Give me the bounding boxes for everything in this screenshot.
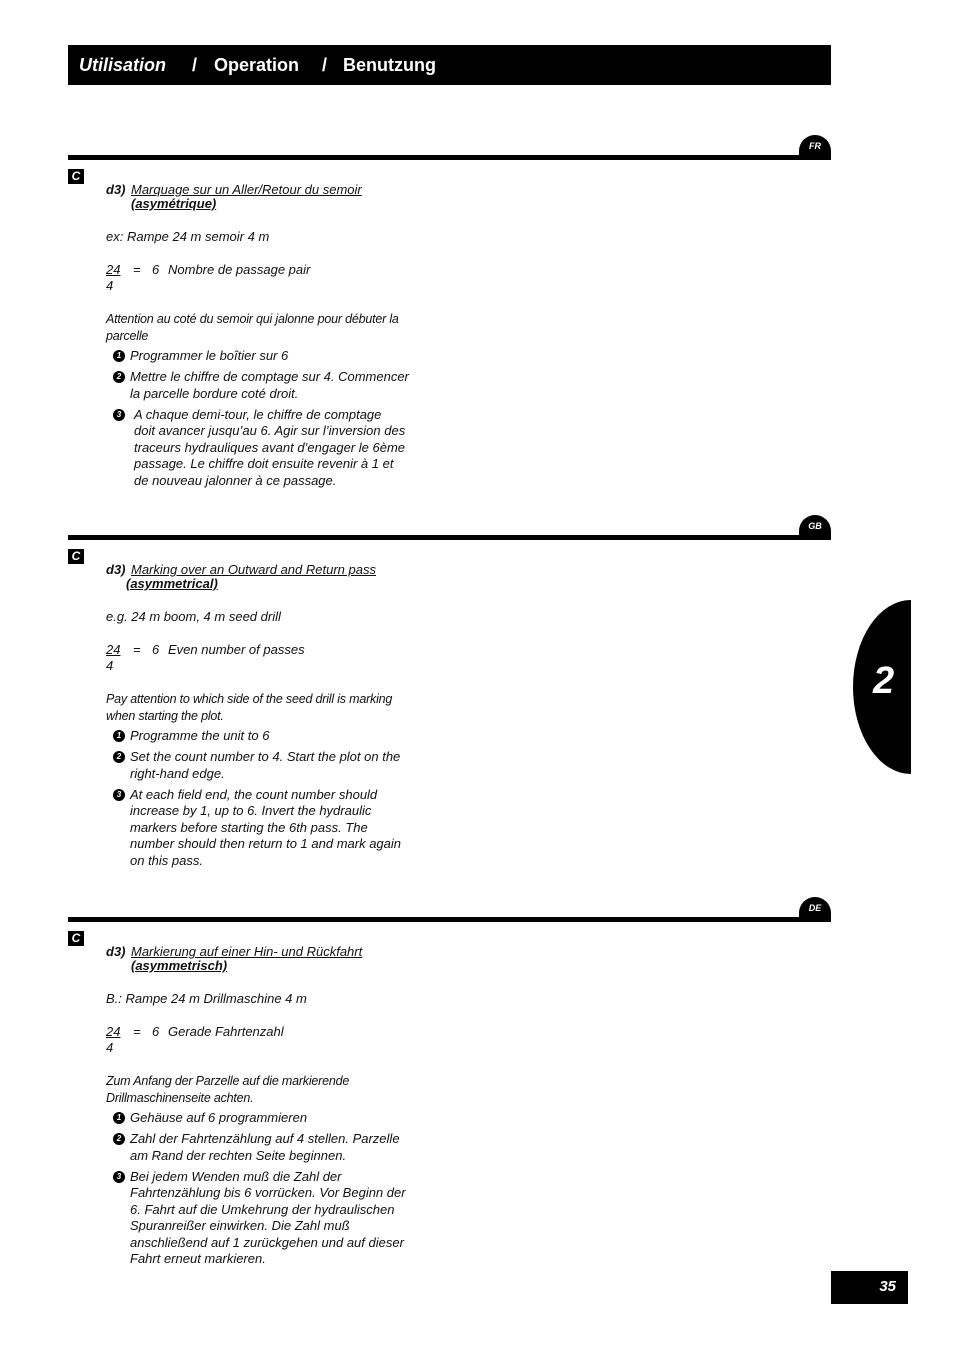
step-text-line: doit avancer jusqu’au 6. Agir sur l’inversion des	[134, 423, 406, 438]
attention-line: Attention au coté du semoir qui jalonne pour débuter la	[106, 312, 399, 326]
language-badge: DE	[799, 897, 831, 921]
result-description: Even number of passes	[168, 642, 305, 657]
step-text-line: 6. Fahrt auf die Umkehrung der hydraulischen	[130, 1201, 395, 1217]
step-label-text: d3)	[106, 182, 126, 197]
step-text-line: Spuranreißer einwirken. Die Zahl muß	[130, 1218, 350, 1233]
step-text-line: anschließend auf 1 zurückgehen und auf dieser	[130, 1234, 404, 1250]
step-text-line: right-hand edge.	[130, 765, 225, 781]
step-text-line: Programmer le boîtier sur 6	[130, 348, 289, 363]
header-separator: /	[192, 55, 198, 75]
step-text-line: Fahrtenzählung bis 6 vorrücken. Vor Beginn der	[130, 1185, 406, 1200]
step-text-line: Gehäuse auf 6 programmieren	[130, 1110, 308, 1125]
fraction-numerator: 24	[106, 642, 121, 657]
header-title-gb: Operation	[214, 55, 300, 75]
fraction-numerator: 24	[106, 1024, 121, 1039]
result-value: 6	[152, 1024, 160, 1039]
step-text-line: de nouveau jalonner à ce passage.	[134, 472, 337, 488]
step-label	[106, 182, 126, 199]
attention-line: Pay attention to which side of the seed drill is marking	[106, 692, 393, 706]
step-text-line: Bei jedem Wenden muß die Zahl der	[130, 1168, 342, 1184]
section-heading-sub: (asymmetrical)	[126, 576, 218, 591]
step-label	[106, 944, 126, 961]
result-description: Nombre de passage pair	[168, 262, 311, 277]
step-number-icon: 2	[113, 1133, 125, 1145]
page-header	[68, 45, 831, 85]
attention-line: parcelle	[106, 328, 149, 343]
attention-line: when starting the plot.	[106, 708, 224, 723]
step-text-line: At each field end, the count number should	[130, 786, 378, 802]
result-value: 6	[152, 262, 160, 277]
step-text-line: la parcelle bordure coté droit.	[130, 385, 299, 401]
step-number-icon: 3	[113, 789, 125, 801]
step-text-line: markers before starting the 6th pass. The	[130, 819, 368, 835]
step-text-line: Programme the unit to 6	[130, 728, 270, 743]
step-text-line: Mettre le chiffre de comptage sur 4. Commencer	[130, 369, 409, 384]
step-number-icon: 2	[113, 751, 125, 763]
language-badge: GB	[799, 515, 831, 539]
step-number-icon: 1	[113, 730, 125, 742]
page-number: 35	[831, 1271, 908, 1304]
step-number-icon: 1	[113, 350, 125, 362]
fraction-denominator: 4	[106, 1040, 114, 1055]
attention-line: Drillmaschinenseite achten.	[106, 1090, 254, 1105]
fraction-denominator: 4	[106, 658, 114, 673]
equals-sign: =	[133, 1024, 141, 1039]
section-heading: Marking over an Outward and Return pass	[131, 562, 376, 577]
section-c-marker: C	[68, 169, 84, 184]
chapter-number: 2	[873, 660, 895, 702]
section-heading-sub: (asymétrique)	[131, 196, 217, 211]
result-description: Gerade Fahrtenzahl	[168, 1024, 284, 1039]
header-separator: /	[322, 55, 328, 75]
step-number-icon: 1	[113, 1112, 125, 1124]
fraction-numerator: 24	[106, 262, 121, 277]
section-rule	[68, 535, 831, 540]
step-text-line: passage. Le chiffre doit ensuite revenir à 1 et	[134, 456, 394, 471]
example-text: e.g. 24 m boom, 4 m seed drill	[106, 609, 281, 624]
header-title-de: Benutzung	[343, 55, 436, 75]
equals-sign: =	[133, 642, 141, 657]
step-text-line: number should then return to 1 and mark again	[130, 836, 402, 851]
section-heading-sub: (asymmetrisch)	[131, 958, 228, 973]
step-label-text: d3)	[106, 562, 126, 577]
header-title-fr: Utilisation	[79, 55, 167, 75]
step-text-line: Set the count number to 4. Start the plot on the	[130, 749, 401, 764]
section-rule	[68, 917, 831, 922]
attention-line: Zum Anfang der Parzelle auf die markierende	[106, 1074, 350, 1088]
step-text-line: Zahl der Fahrtenzählung auf 4 stellen. Parzelle	[130, 1131, 400, 1146]
language-badge: FR	[799, 135, 831, 159]
step-number-icon: 3	[113, 1171, 125, 1183]
step-text-line: increase by 1, up to 6. Invert the hydraulic	[130, 803, 372, 818]
equals-sign: =	[133, 262, 141, 277]
step-text-line: traceurs hydrauliques avant d’engager le 6ème	[134, 439, 406, 455]
step-number-icon: 3	[113, 409, 125, 421]
section-rule	[68, 155, 831, 160]
section-heading: Marquage sur un Aller/Retour du semoir	[131, 182, 362, 197]
fraction-denominator: 4	[106, 278, 114, 293]
step-text-line: Fahrt erneut markieren.	[130, 1251, 266, 1266]
step-text-line: A chaque demi-tour, le chiffre de comptage	[134, 406, 382, 422]
step-number-icon: 2	[113, 371, 125, 383]
step-text-line: on this pass.	[130, 852, 203, 868]
section-c-marker: C	[68, 931, 84, 946]
step-label-text: d3)	[106, 944, 126, 959]
example-text: ex: Rampe 24 m semoir 4 m	[106, 229, 270, 244]
section-c-marker: C	[68, 549, 84, 564]
example-text: B.: Rampe 24 m Drillmaschine 4 m	[106, 991, 307, 1006]
result-value: 6	[152, 642, 160, 657]
chapter-tab	[853, 600, 911, 774]
section-heading: Markierung auf einer Hin- und Rückfahrt	[131, 944, 363, 959]
step-label	[106, 562, 126, 579]
step-text-line: am Rand der rechten Seite beginnen.	[130, 1147, 347, 1163]
